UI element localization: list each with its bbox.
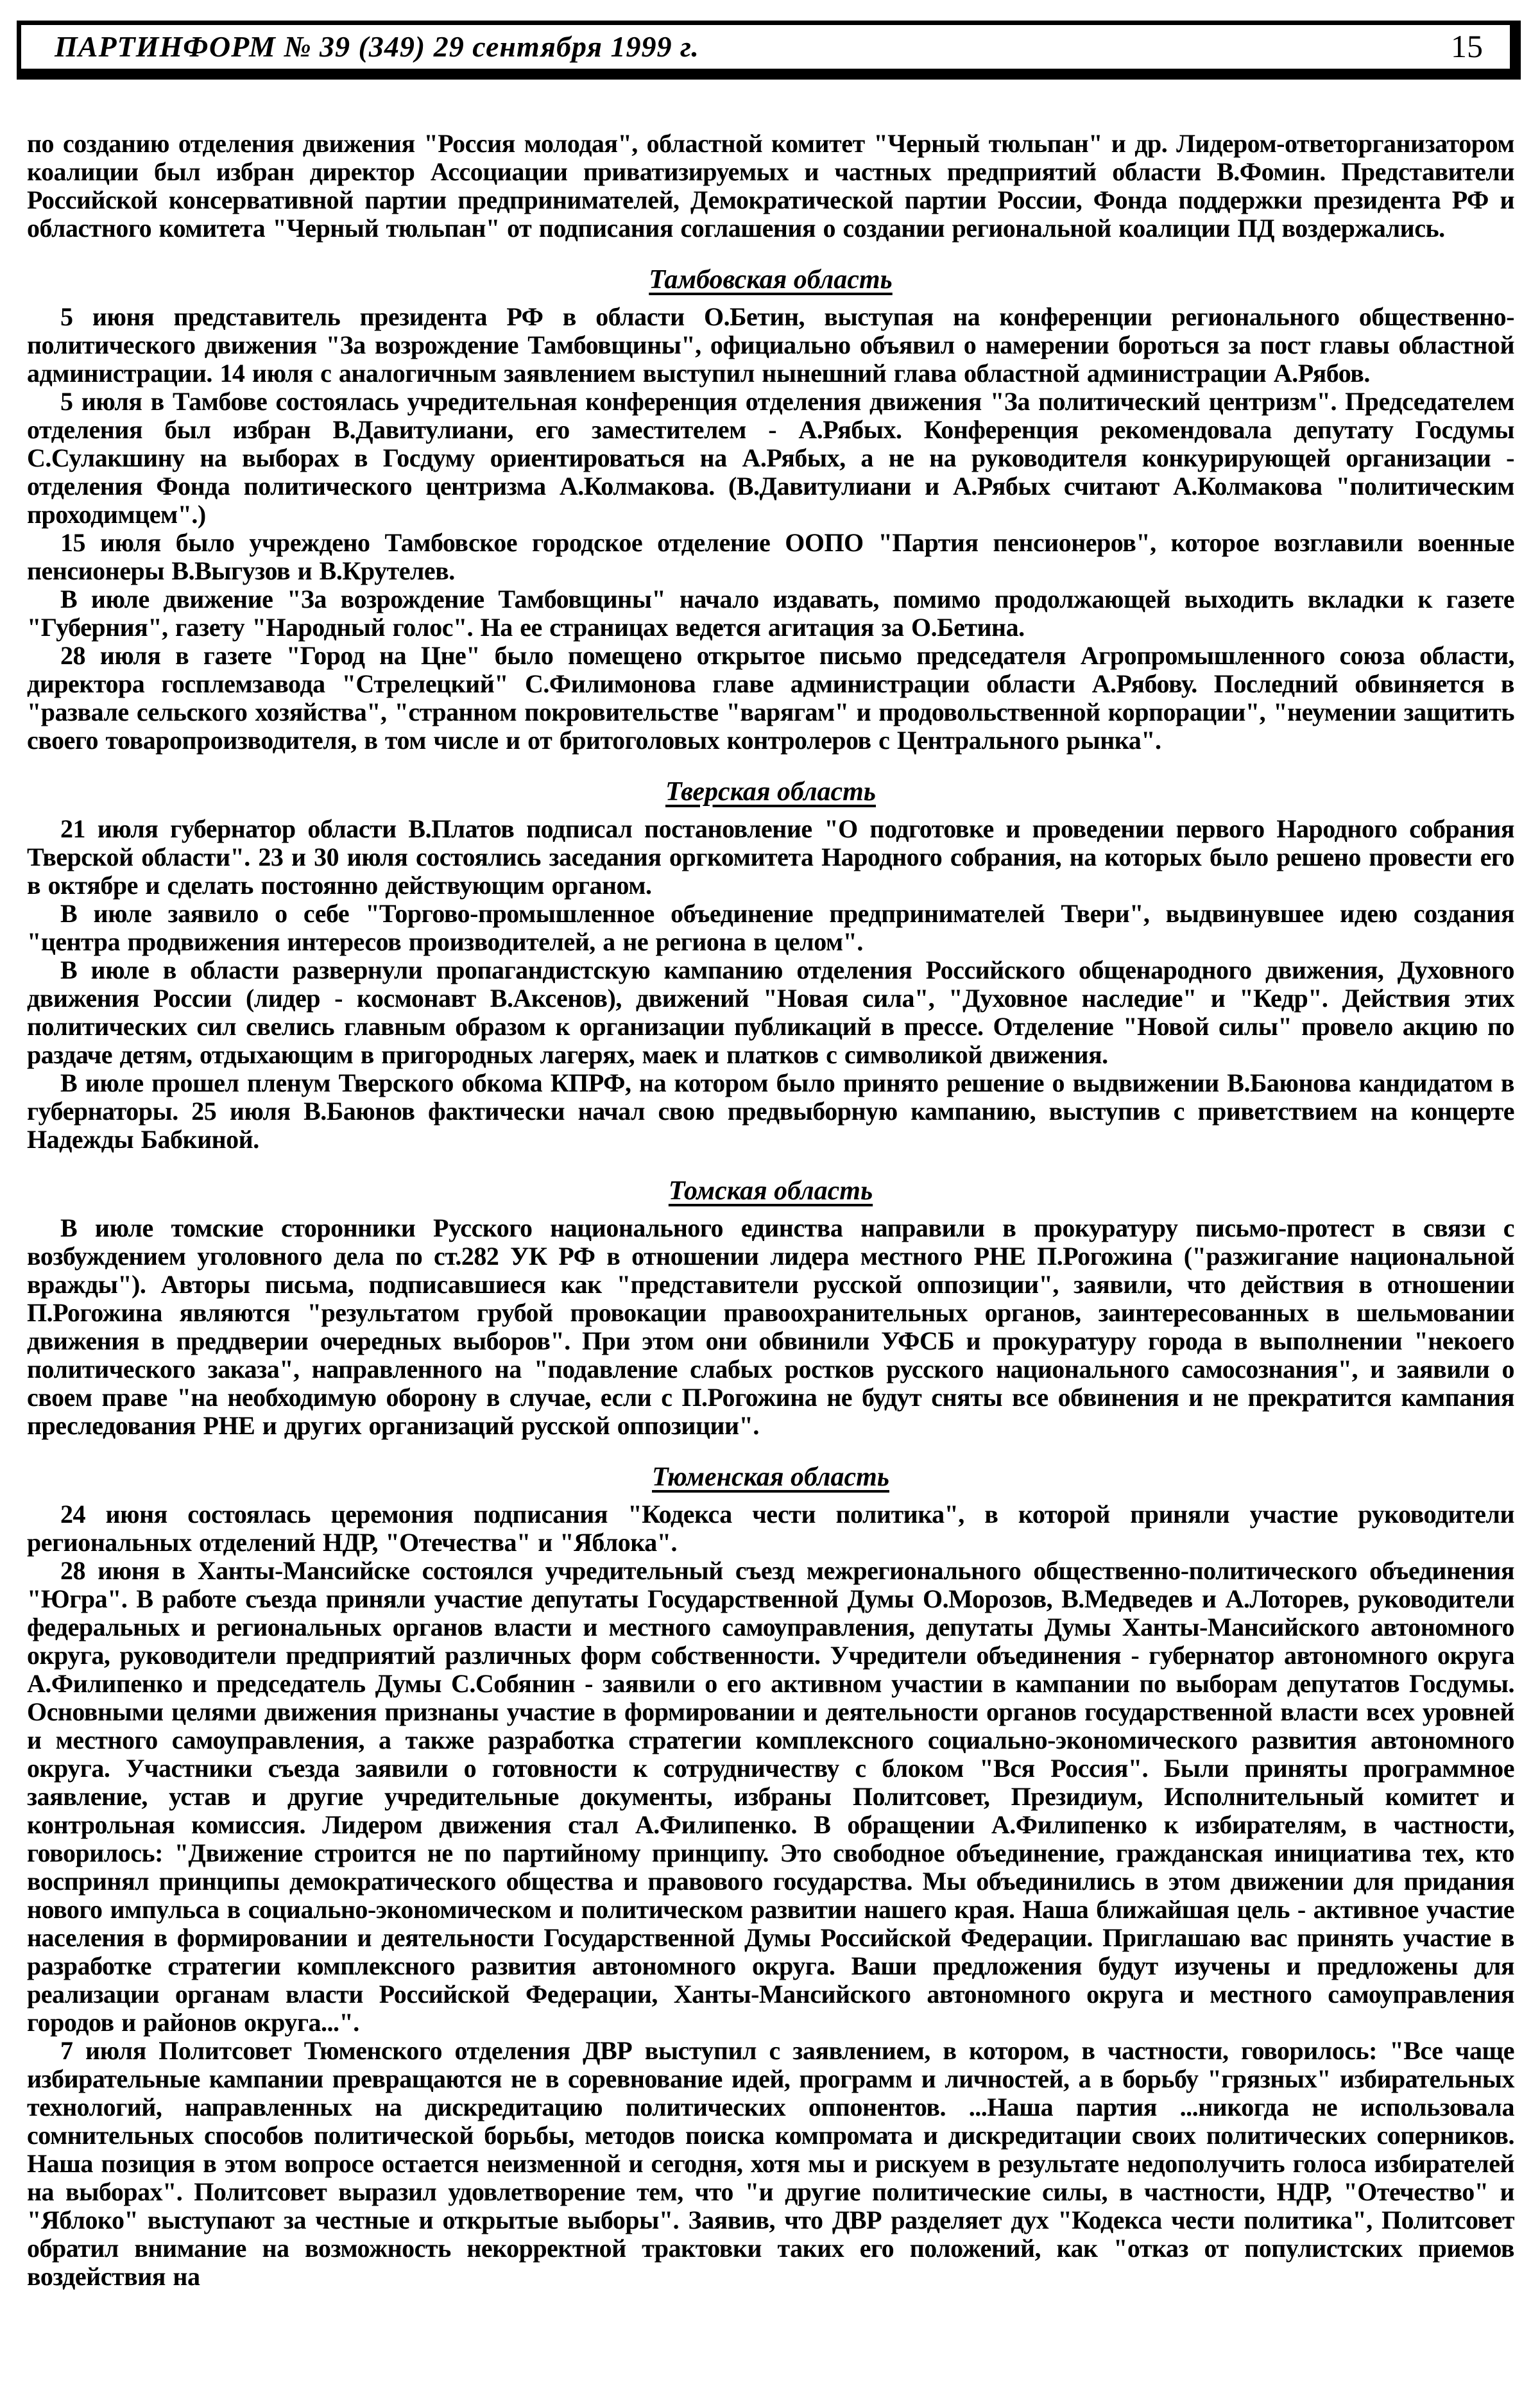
section-heading: Томская область [668,1176,873,1206]
section-heading: Тюменская область [652,1462,889,1492]
section-heading: Тамбовская область [649,265,893,295]
paragraph: В июле томские сторонники Русского национального единства направили в прокуратуру письмо-протест в связи с возбуждением уголовного дела по ст.282 УК РФ в отношении лидера местного РНЕ П.Рогожина ("разжигание национальной вражды"). Авторы письма, подписавшиеся как "представители русской оппозиции", заявили, что действия в отношении П.Рогожина являются "результатом грубой провокации правоохранительных органов, заинтересованных в шельмовании движения в преддверии очередных выборов". При этом они обвинили УФСБ и прокуратуру города в выполнении "некоего политического заказа", направленного на "подавление слабых ростков русского национального самосознания", и заявили о своем праве "на необходимую оборону в случае, если с П.Рогожина не будут сняты все обвинения и не прекратится кампания преследования РНЕ и других организаций русской оппозиции". [27,1213,1514,1440]
paragraph: 24 июня состоялась церемония подписания "Кодекса чести политика", в которой приняли участие руководители региональных отделений НДР, "Отечества" и "Яблока". [27,1500,1514,1557]
paragraph: 15 июля было учреждено Тамбовское городское отделение ООПО "Партия пенсионеров", которое возглавили военные пенсионеры В.Выгузов и В.Крутелев. [27,528,1514,585]
paragraph: 5 июня представитель президента РФ в области О.Бетин, выступая на конференции регионального общественно-политического движения "За возрождение Тамбовщины", официально объявил о намерении бороться за пост главы областной администрации. 14 июля с аналогичным заявлением выступил нынешний глава областной администрации А.Рябов. [27,302,1514,388]
page-header [17,21,1521,80]
paragraph: по созданию отделения движения "Россия молодая", областной комитет "Черный тюльпан" и др. Лидером-ответорганизатором коалиции был избран директор Ассоциации приватизируемых и частных предприятий области В.Фомин. Представители Российской консервативной партии предпринимателей, Демократической партии России, Фонда поддержки президента РФ и областного комитета "Черный тюльпан" от подписания соглашения о создании региональной коалиции ПД воздержались. [27,129,1514,243]
paragraph: 28 июня в Ханты-Мансийске состоялся учредительный съезд межрегионального общественно-политического объединения "Югра". В работе съезда приняли участие депутаты Государственной Думы О.Морозов, В.Медведев и А.Лоторев, руководители федеральных и региональных органов власти и местного самоуправления, депутаты Думы Ханты-Мансийского автономного округа, руководители предприятий различных форм собственности. Учредители объединения - губернатор автономного округа А.Филипенко и председатель Думы С.Собянин - заявили о его активном участии в кампании по выборам депутатов Госдумы. Основными целями движения признаны участие в формировании и деятельности органов государственной власти всех уровней и местного самоуправления, а также разработка стратегии комплексного социально-экономического развития автономного округа. Участники съезда заявили о готовности к сотрудничеству с блоком "Вся Россия". Были приняты программное заявление, устав и другие учредительные документы, избраны Политсовет, Президиум, Исполнительный комитет и контрольная комиссия. Лидером движения стал А.Филипенко. В обращении А.Филипенко к избирателям, в частности, говорилось: "Движение строится не по партийному принципу. Это свободное объединение, гражданская инициатива тех, кто воспринял принципы демократического общества и правового государства. Мы объединились в этом движении для придания нового импульса в социально-экономическом и политическом развитии нашего края. Наша ближайшая цель - активное участие населения в формировании и деятельности Государственной Думы Российской Федерации. Приглашаю вас принять участие в разработке стратегии комплексного развития автономного округа. Ваши предложения будут изучены и предложены для реализации органам власти Российской Федерации, Ханты-Мансийского автономного округа и местного самоуправления городов и районов округа...". [27,1556,1514,2037]
paragraph: 28 июля в газете "Город на Цне" было помещено открытое письмо председателя Агропромышленного союза области, директора госплемзавода "Стрелецкий" С.Филимонова главе администрации области А.Рябову. Последний обвиняется в "развале сельского хозяйства", "странном покровительстве "варягам" и продовольственной корпорации", "неумении защитить своего товаропроизводителя, в том числе и от бритоголовых контролеров с Центрального рынка". [27,641,1514,755]
paragraph: В июле заявило о себе "Торгово-промышленное объединение предпринимателей Твери", выдвинувшее идею создания "центра продвижения интересов производителей, а не региона в целом". [27,899,1514,956]
paragraph: 7 июля Политсовет Тюменского отделения ДВР выступил с заявлением, в котором, в частности, говорилось: "Все чаще избирательные кампании превращаются не в соревнование идей, программ и личностей, а в борьбу "грязных" избирательных технологий, направленных на дискредитацию политических оппонентов. ...Наша партия ...никогда не использовала сомнительных способов политической борьбы, методов поиска компромата и дискредитации своих политических соперников. Наша позиция в этом вопросе остается неизменной и сегодня, хотя мы и рискуем в результате недополучить голоса избирателей на выборах". Политсовет выразил удовлетворение тем, что "и другие политические силы, в частности, НДР, "Отечество" и "Яблоко" выступают за честные и открытые выборы". Заявив, что ДВР разделяет дух "Кодекса чести политика", Политсовет обратил внимание на возможность некорректной трактовки таких его положений, как "отказ от популистских приемов воздействия на [27,2036,1514,2291]
paragraph: 21 июля губернатор области В.Платов подписал постановление "О подготовке и проведении первого Народного собрания Тверской области". 23 и 30 июля состоялись заседания оргкомитета Народного собрания, на которых было решено провести его в октябре и сделать постоянно действующим органом. [27,814,1514,900]
section-heading: Тверская область [665,777,877,807]
newsletter-title: ПАРТИНФОРМ № 39 (349) 29 сентября 1999 г. [55,30,699,63]
paragraph: В июле в области развернули пропагандистскую кампанию отделения Российского общенародного движения, Духовного движения России (лидер - космонавт В.Аксенов), движений "Новая сила", "Духовное наследие" и "Кедр". Действия этих политических сил свелись главным образом к организации публикаций в прессе. Отделение "Новой силы" провело акцию по раздаче детям, отдыхающим в пригородных лагерях, маек и платков с символикой движения. [27,955,1514,1069]
page-number: 15 [1451,28,1483,64]
paragraph: 5 июля в Тамбове состоялась учредительная конференция отделения движения "За политический центризм". Председателем отделения был избран В.Давитулиани, его заместителем - А.Рябых. Конференция рекомендовала депутату Госдумы С.Сулакшину на выборах в Госдуму ориентироваться на А.Рябых, а не на руководителя конкурирующей организации - отделения Фонда политического центризма А.Колмакова. (В.Давитулиани и А.Рябых считают А.Колмакова "политическим проходимцем".) [27,387,1514,529]
document-body [0,80,1540,2291]
paragraph: В июле движение "За возрождение Тамбовщины" начало издавать, помимо продолжающей выходить вкладки к газете "Губерния", газету "Народный голос". На ее страницах ведется агитация за О.Бетина. [27,585,1514,642]
paragraph: В июле прошел пленум Тверского обкома КПРФ, на котором было принято решение о выдвижении В.Баюнова кандидатом в губернаторы. 25 июля В.Баюнов фактически начал свою предвыборную кампанию, выступив с приветствием на концерте Надежды Бабкиной. [27,1068,1514,1154]
